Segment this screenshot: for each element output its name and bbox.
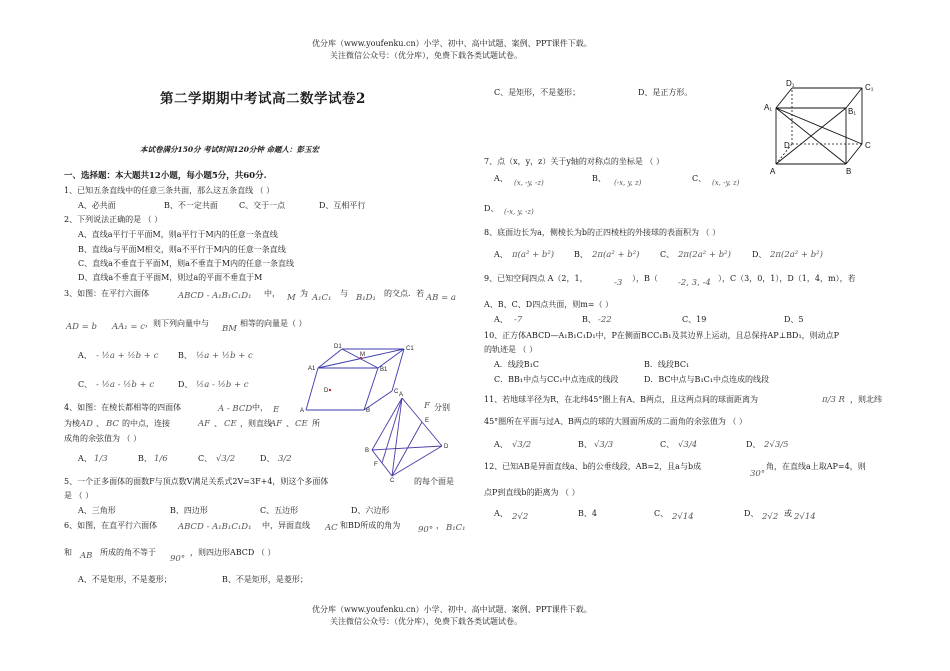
header-line2: 关注微信公众号：（优分库），免费下载各类试题试卷。 (330, 51, 522, 60)
q8-option-b-expr: 2π(a² + b²) (592, 250, 640, 260)
q3-text-1: 3、如图：在平行六面体 (64, 289, 150, 298)
q9-option-a-expr: -7 (514, 315, 523, 325)
q12-option-b: B、4 (578, 509, 597, 518)
label-m: M (360, 352, 365, 358)
q11-option-a-expr: √3/2 (512, 440, 532, 450)
q4-option-c: C、 (198, 454, 213, 463)
q4-math-af: AF (198, 419, 211, 429)
footer-line2: 关注微信公众号：（优分库），免费下载各类试题试卷。 (330, 617, 522, 626)
q3-option-c: C、 (78, 380, 93, 389)
q3-math-ab: AB = a (426, 293, 456, 303)
q4-math-af2: AF (270, 419, 283, 429)
q6-text-2: 中，异面直线 (262, 521, 310, 530)
edge-a-b (372, 398, 402, 450)
footer-line1: 优分库（www.youfenku.cn）小学、初中、高中试题、案例、PPT课件下载。 (312, 605, 592, 614)
q3-math-b1d1: B₁D₁ (356, 293, 376, 303)
q1-option-b: B、不一定共面 (164, 201, 218, 210)
q3-option-b-expr: ½a + ½b + c (196, 351, 253, 361)
q4-math-tetra: A - BCD (218, 404, 253, 414)
q9-text-1: 9、已知空间四点 A（2，1， (484, 274, 588, 283)
q3-text-4: 与 (340, 289, 348, 298)
q9-option-c: C、19 (682, 315, 707, 324)
label-b: B (846, 167, 852, 176)
q3-math-prism: ABCD - A₁B₁C₁D₁ (178, 291, 252, 301)
q2-option-b: B、直线a与平面M相交，则a不平行于M内的任意一条直线 (78, 245, 286, 254)
q5-text-2: 的每个面是 (414, 477, 454, 486)
q3-option-c-expr: - ½a - ½b + c (96, 380, 155, 390)
q3-option-d-expr: ½a - ½b + c (196, 380, 249, 390)
q7-option-b: B、 (592, 174, 606, 183)
q7-option-c-expr: (x, -y, z) (712, 179, 740, 187)
label-a1: A1 (308, 366, 316, 372)
edge-c1-b1 (846, 88, 862, 108)
q4-text-5: 、 (96, 419, 104, 428)
q9-option-a: A、 (494, 315, 508, 324)
q12-option-d: D、 (744, 509, 759, 518)
q4-text-6: 的中点，连接 (122, 419, 170, 428)
q9-math-b: -2, 3, -4 (678, 278, 711, 288)
q12-text-3: 点P到直线b的距离为 （ ） (484, 488, 580, 497)
q4-text-9: 、 (286, 419, 294, 428)
q4-option-d-expr: 3/2 (278, 454, 292, 464)
q10-text-2: 的轨迹是 （ ） (484, 345, 538, 354)
point-d (329, 389, 331, 391)
label-a: A (300, 408, 305, 414)
q2-option-d: D、直线a不垂直于平面M，则过a的平面不垂直于M (78, 273, 263, 282)
q2-option-c: C、直线a不垂直于平面M，则a不垂直于M内的任意一条直线 (78, 259, 295, 268)
q12-option-d-expr1: 2√2 (762, 512, 779, 522)
q3-math-bm: BM (222, 324, 237, 334)
q4-option-a-expr: 1/3 (94, 454, 108, 464)
q8-option-d-expr: 2π(2a² + b²) (770, 250, 823, 260)
q4-option-b-expr: 1/6 (154, 454, 168, 464)
q6-text-3: 和BD所成的角为 (340, 521, 401, 530)
q6-option-d: D、是正方形。 (638, 88, 693, 97)
q10-option-c: C．BB₁中点与CC₁中点连成的线段 (494, 375, 619, 384)
q9-option-d: D、5 (784, 315, 804, 324)
q6-text-4: ， (436, 521, 444, 530)
q12-option-c-expr: 2√14 (672, 512, 694, 522)
q4-math-e: E (273, 405, 280, 415)
q10-text-1: 10、正方体ABCD—A₁B₁C₁D₁中，P在侧面BCC₁B₁及其边界上运动，且总保持AP⊥BD₁，则动点P (484, 331, 840, 340)
q4-option-a: A、 (78, 454, 92, 463)
q3-option-a: A、 (78, 351, 92, 360)
q5-text-3: 是 （ ） (64, 491, 94, 500)
edge-a-a1 (306, 368, 318, 410)
q3-text-2: 中， (264, 289, 280, 298)
q5-option-b: B、四边形 (170, 506, 208, 515)
label-a1: A₁ (764, 103, 773, 112)
q5-text-1: 5、一个正多面体的面数F与顶点数V满足关系式2V=3F+4，则这个多面体 (64, 477, 329, 486)
q6-option-a: A、不是矩形，不是菱形； (78, 575, 172, 584)
q12-option-a-expr: 2√2 (512, 512, 529, 522)
q11-text-1: 11、若地球半径为R，在北纬45°圈上有A、B两点，且这两点间的球面距离为 (484, 395, 759, 404)
q4-text-11: 成角的余弦值为 （ ） (64, 434, 142, 443)
q4-text-10: 所 (312, 419, 320, 428)
q1-option-d: D、互相平行 (319, 201, 366, 210)
q4-math-f: F (424, 401, 430, 411)
label-d: D (324, 388, 329, 394)
edge-b-c (846, 144, 862, 164)
page-title: 第二学期期中考试高二数学试卷2 (160, 91, 366, 107)
q7-option-b-expr: (-x, y, z) (614, 179, 642, 187)
q6-math-90a: 90° (418, 525, 434, 535)
q5-option-a: A、三角形 (78, 506, 116, 515)
label-b1: B₁ (848, 107, 857, 116)
q9-option-b: B、 (582, 315, 596, 324)
q7-stem: 7、点（x，y，z）关于y轴的对称点的坐标是 （ ） (484, 157, 664, 166)
q2-option-a: A、直线a平行于平面M，则a平行于M内的任意一条直线 (78, 230, 278, 239)
q4-option-b: B、 (138, 454, 152, 463)
q4-math-ce: CE (224, 419, 237, 429)
edge-c-d (392, 446, 442, 476)
q3-option-b: B、 (178, 351, 192, 360)
q8-option-a-expr: π(a² + b²) (512, 250, 555, 260)
q11-option-a: A、 (494, 440, 508, 449)
label-d: D (444, 444, 449, 450)
q9-text-2: ），B（ (632, 274, 658, 283)
q4-text-4: 为棱 (64, 419, 80, 428)
q6-math-prism: ABCD - A₁B₁C₁D₁ (178, 522, 252, 532)
q4-text-3: 分别 (434, 403, 450, 412)
q6-math-b1c1: B₁C₁ (446, 523, 466, 533)
q9-math-neg3: -3 (614, 278, 623, 288)
q8-option-a: A、 (494, 250, 508, 259)
q7-option-a-expr: (x, -y, -z) (514, 179, 544, 187)
label-d1: D₁ (786, 79, 795, 88)
q12-option-c: C、 (654, 509, 669, 518)
q11-text-3: 45°圈所在平面与过A、B两点的球的大圆面所成的二面角的余弦值为 （ ） (484, 417, 747, 426)
q6-math-ab: AB (80, 551, 93, 561)
q6-option-b: B、不是矩形，是菱形； (222, 575, 308, 584)
tetrahedron-figure (362, 390, 454, 482)
q11-option-b-expr: √3/3 (594, 440, 614, 450)
q3-math-ad: AD = b (66, 322, 97, 332)
q6-math-90b: 90° (170, 554, 186, 564)
label-e: E (425, 418, 430, 424)
q4-option-d: D、 (260, 454, 275, 463)
label-c1: C1 (406, 346, 414, 352)
edge-a-c (392, 398, 402, 476)
q4-math-bc: BC (106, 419, 119, 429)
q9-text-3: ），C（3，0，1），D（1，4，m），若 (718, 274, 856, 283)
q12-text-2: 角，在直线a上取AP=4，则 (766, 462, 866, 471)
label-b: B (365, 448, 370, 454)
q3-option-d: D、 (178, 380, 193, 389)
q6-text-7: ，则四边形ABCD （ ） (190, 548, 276, 557)
q3-text-5: 的交点．若 (384, 289, 424, 298)
edge-c-c1 (392, 349, 404, 391)
label-c1: C₁ (865, 83, 874, 92)
section-heading: 一、选择题：本大题共12小题，每小题5分，共60分. (64, 171, 267, 181)
label-b1: B1 (380, 367, 388, 373)
q12-option-a: A、 (494, 509, 508, 518)
q8-option-c-expr: 2π(2a² + b²) (678, 250, 731, 260)
q9-option-b-expr: -22 (598, 315, 612, 325)
q6-text-1: 6、如图，在直平行六面体 (64, 521, 158, 530)
q12-text-1: 12、已知AB是异面直线a、b的公垂线段，AB=2，且a与b成 (484, 462, 702, 471)
q1-option-c: C、交于一点 (239, 201, 286, 210)
q3-math-a1c1: A₁C₁ (312, 293, 332, 303)
q8-stem: 8、底面边长为a，侧棱长为b的正四棱柱的外接球的表面积为 （ ） (484, 228, 721, 237)
q7-option-d-expr: (-x, y, -z) (504, 208, 534, 216)
cube-figure (762, 76, 882, 180)
label-d1: D1 (334, 344, 342, 350)
q12-math-30: 30° (750, 469, 766, 479)
q9-text-4: A、B、C、D四点共面，则m=（ ） (484, 300, 614, 309)
q8-option-d: D、 (752, 250, 767, 259)
q3-text-3: 为 (300, 289, 308, 298)
q11-option-b: B、 (578, 440, 592, 449)
q8-option-b: B、 (574, 250, 588, 259)
q11-option-d-expr: 2√3/5 (764, 440, 789, 450)
q4-math-ad: AD (80, 419, 93, 429)
q4-option-c-expr: √3/2 (216, 454, 236, 464)
q6-option-c: C、是矩形，不是菱形； (494, 88, 581, 97)
exam-info: 本试卷满分150分 考试时间120分钟 命题人：彭玉宏 (140, 145, 320, 154)
edge-d1-a1 (776, 88, 792, 108)
q6-text-5: 和 (64, 548, 72, 557)
segment-a-f (382, 398, 402, 463)
label-f: F (374, 462, 378, 468)
q10-option-b: B．线段BC₁ (644, 360, 690, 369)
label-d: D (784, 141, 790, 150)
label-a: A (770, 167, 776, 176)
q7-option-c: C、 (692, 174, 707, 183)
q3-text-7: 相等的向量是（ ） (240, 319, 307, 328)
q4-math-ce2: CE (295, 419, 308, 429)
label-c: C (394, 389, 399, 395)
q6-text-6: 所成的角不等于 (100, 548, 156, 557)
q11-option-c: C、 (660, 440, 675, 449)
q5-option-d: D、六边形 (351, 506, 390, 515)
q1-stem: 1、已知五条直线中的任意三条共面，那么这五条直线 （ ） (64, 186, 275, 195)
q7-option-d: D、 (484, 204, 499, 213)
q11-option-d: D、 (746, 440, 761, 449)
q4-text-8: ，则直线 (240, 419, 272, 428)
q10-option-a: A．线段B₁C (494, 360, 539, 369)
label-a: A (399, 392, 404, 398)
q6-math-ac: AC (325, 523, 338, 533)
q4-text-1: 4、如图：在棱长都相等的四面体 (64, 403, 182, 412)
label-c: C (390, 478, 395, 482)
q3-text-6: ，则下列向量中与 (145, 319, 209, 328)
q4-text-7: 、 (214, 419, 222, 428)
header-line1: 优分库（www.youfenku.cn）小学、初中、高中试题、案例、PPT课件下载。 (312, 39, 592, 48)
q3-math-m: M (287, 293, 296, 303)
q1-option-a: A、必共面 (78, 201, 116, 210)
q4-text-2: 中， (252, 403, 268, 412)
q11-text-2: ，则北纬 (850, 395, 882, 404)
q11-option-c-expr: √3/4 (678, 440, 698, 450)
q10-option-d: D．BC中点与B₁C₁中点连成的线段 (644, 375, 769, 384)
q3-math-aa1: AA₁ = c (112, 322, 145, 332)
q7-option-a: A、 (494, 174, 508, 183)
q11-math-dist: π/3 R (822, 395, 845, 405)
q5-option-c: C、五边形 (260, 506, 299, 515)
q3-option-a-expr: - ½a + ½b + c (96, 351, 159, 361)
q12-option-d-or: 或 (784, 509, 792, 518)
q2-stem: 2、下列说法正确的是 （ ） (64, 215, 163, 224)
label-c: C (865, 141, 871, 150)
q8-option-c: C、 (660, 250, 675, 259)
q12-option-d-expr2: 2√14 (794, 512, 816, 522)
label-b: B (366, 408, 371, 414)
